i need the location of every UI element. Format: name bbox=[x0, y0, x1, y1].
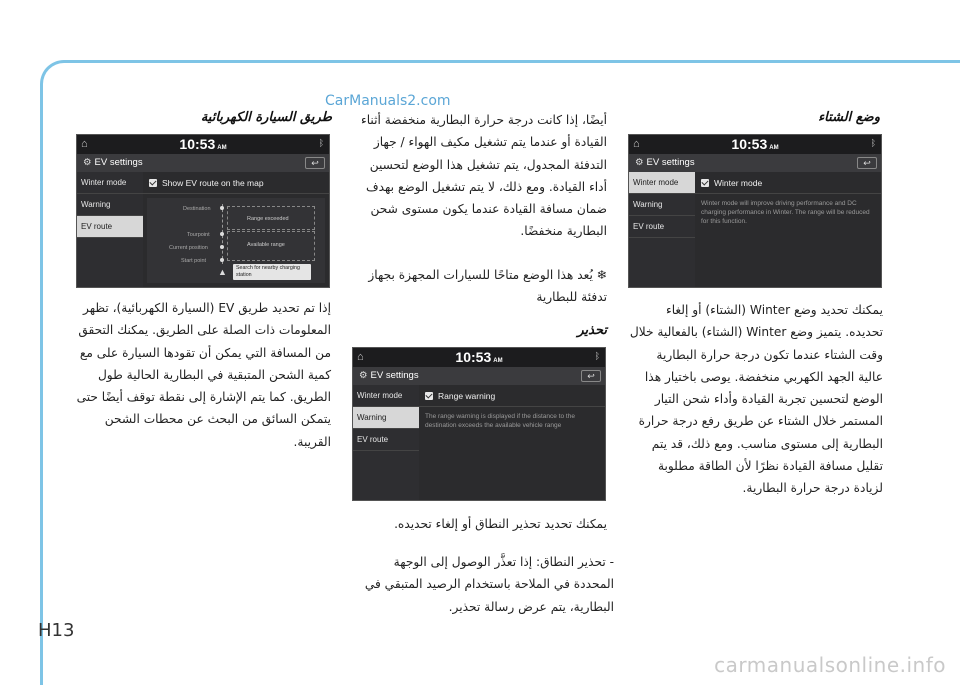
warning-heading: تحذير bbox=[577, 323, 607, 338]
range-warning-after: يمكنك تحديد تحذير النطاق أو إلغاء تحديده. bbox=[394, 517, 607, 531]
tourpoint-dot bbox=[220, 232, 224, 236]
status-bar bbox=[353, 348, 605, 367]
bluetooth-icon: ᛒ bbox=[318, 138, 324, 148]
menu-item-warning[interactable]: Warning bbox=[629, 194, 695, 216]
menu-item-winter-mode[interactable]: Winter mode bbox=[353, 385, 419, 407]
ev-route-diagram bbox=[147, 198, 325, 283]
back-button[interactable]: ↩ bbox=[581, 370, 601, 382]
show-ev-route-option[interactable]: Show EV route on the map bbox=[143, 172, 329, 194]
menu-item-winter-mode[interactable]: Winter mode bbox=[77, 172, 143, 194]
home-icon[interactable]: ⌂ bbox=[357, 351, 364, 363]
screen-title: ⚙ EV settings bbox=[353, 367, 605, 385]
route-label-tourpoint: Tourpoint bbox=[187, 232, 210, 238]
destination-dot bbox=[220, 206, 224, 210]
current-position-dot bbox=[220, 245, 224, 249]
winter-mode-heading: وضع الشتاء bbox=[818, 110, 880, 125]
route-label-current-position: Current position bbox=[169, 245, 208, 251]
settings-body bbox=[419, 385, 605, 500]
menu-item-ev-route[interactable]: EV route bbox=[77, 216, 143, 238]
search-charging-station-button[interactable]: Search for nearby charging station bbox=[233, 264, 311, 280]
gear-icon: ⚙ bbox=[359, 370, 368, 381]
settings-body bbox=[143, 172, 329, 287]
menu-item-warning[interactable]: Warning bbox=[77, 194, 143, 216]
route-label-destination: Destination bbox=[183, 206, 211, 212]
range-warning-screen bbox=[352, 347, 606, 501]
range-exceeded-label: Range exceeded bbox=[247, 216, 289, 222]
ev-route-paragraph: إذا تم تحديد طريق EV (السيارة الكهربائية)، تظهر المعلومات ذات الصلة على الطريق. يمكنك التحقق من المسافة التي يمكن أن تقودها السيارة على مع كمية الشحن المتبقية في البطارية الحالية طول الطريق. كما يتم الإشارة إلى نقطة توقف أيضًا حتى يتمكن السائق من البحث عن محطات الشحن القريبة. bbox=[76, 301, 331, 449]
battery-heater-note: ❄ يُعد هذا الوضع متاحًا للسيارات المجهزة بجهاز تدفئة للبطارية bbox=[368, 268, 607, 305]
gear-icon: ⚙ bbox=[83, 157, 92, 168]
winter-mode-screen bbox=[628, 134, 882, 288]
home-icon[interactable]: ⌂ bbox=[81, 138, 88, 150]
watermark-top[interactable]: CarManuals2.com bbox=[325, 93, 451, 109]
clock: 10:53 AM bbox=[731, 136, 779, 152]
available-range-label: Available range bbox=[247, 242, 285, 248]
home-icon[interactable]: ⌂ bbox=[633, 138, 640, 150]
settings-body bbox=[695, 172, 881, 287]
range-warning-option[interactable]: Range warning bbox=[419, 385, 605, 407]
route-label-start-point: Start point bbox=[181, 258, 207, 264]
range-warning-bullet: - تحذير النطاق: إذا تعذَّر الوصول إلى الوجهة المحددة في الملاحة باستخدام الرصيد المتبقي في البطارية، يتم عرض رسالة تحذير. bbox=[364, 555, 614, 614]
screen-title: ⚙ EV settings bbox=[629, 154, 881, 172]
ev-route-heading: طريق السيارة الكهربائية bbox=[200, 110, 332, 125]
settings-menu bbox=[77, 172, 143, 287]
ev-route-screen bbox=[76, 134, 330, 288]
winter-mode-option[interactable]: Winter mode bbox=[695, 172, 881, 194]
checkbox-checked-icon[interactable] bbox=[425, 392, 433, 400]
menu-item-ev-route[interactable]: EV route bbox=[353, 429, 419, 451]
menu-item-warning[interactable]: Warning bbox=[353, 407, 419, 429]
winter-mode-description: Winter mode will improve driving performance and DC charging performance in Winter. The range will be reduced for this function. bbox=[701, 200, 870, 225]
page-number: H13 bbox=[38, 620, 75, 641]
back-button[interactable]: ↩ bbox=[305, 157, 325, 169]
bluetooth-icon: ᛒ bbox=[870, 138, 876, 148]
checkbox-checked-icon[interactable] bbox=[149, 179, 157, 187]
gear-icon: ⚙ bbox=[635, 157, 644, 168]
car-icon: ▲ bbox=[218, 267, 227, 277]
screen-title: ⚙ EV settings bbox=[77, 154, 329, 172]
menu-item-ev-route[interactable]: EV route bbox=[629, 216, 695, 238]
menu-item-winter-mode[interactable]: Winter mode bbox=[629, 172, 695, 194]
clock: 10:53 AM bbox=[179, 136, 227, 152]
back-button[interactable]: ↩ bbox=[857, 157, 877, 169]
winter-mode-paragraph: يمكنك تحديد وضع Winter (الشتاء) أو إلغاء تحديده. يتميز وضع Winter (الشتاء) بالفعالية خلال وقت الشتاء عندما تكون درجة حرارة البطارية عالية الجهد الكهربي منخفضة. يوصى باختيار هذا الوضع لتحسين تجربة القيادة وأداء شحن التيار المستمر خلال الشتاء عن طريق رفع درجة حرارة البطارية إلى مستوى مناسب. ومع ذلك، قد يتم تقليل مسافة القيادة نظرًا لأن الطاقة مطلوبة لزيادة درجة حرارة البطارية. bbox=[629, 303, 883, 496]
range-warning-description: The range warning is displayed if the distance to the destination exceeds the available vehicle range bbox=[425, 413, 575, 429]
start-point-dot bbox=[220, 258, 224, 262]
checkbox-checked-icon[interactable] bbox=[701, 179, 709, 187]
bluetooth-icon: ᛒ bbox=[594, 351, 600, 361]
watermark-bottom: carmanualsonline.info bbox=[714, 653, 946, 677]
settings-menu bbox=[629, 172, 695, 287]
winter-mode-intro: أيضًا، إذا كانت درجة حرارة البطارية منخفضة أثناء القيادة أو عندما يتم تشغيل مكيف الهواء / جهاز التدفئة المجدول، يتم تشغيل هذا الوضع لتحسين أداء القيادة. ومع ذلك، لا يتم تشغيل الوضع بهدف ضمان مسافة القيادة عندما يكون مستوى شحن البطارية منخفضًا. bbox=[360, 113, 607, 239]
settings-menu bbox=[353, 385, 419, 500]
status-bar bbox=[629, 135, 881, 154]
status-bar bbox=[77, 135, 329, 154]
clock: 10:53 AM bbox=[455, 349, 503, 365]
